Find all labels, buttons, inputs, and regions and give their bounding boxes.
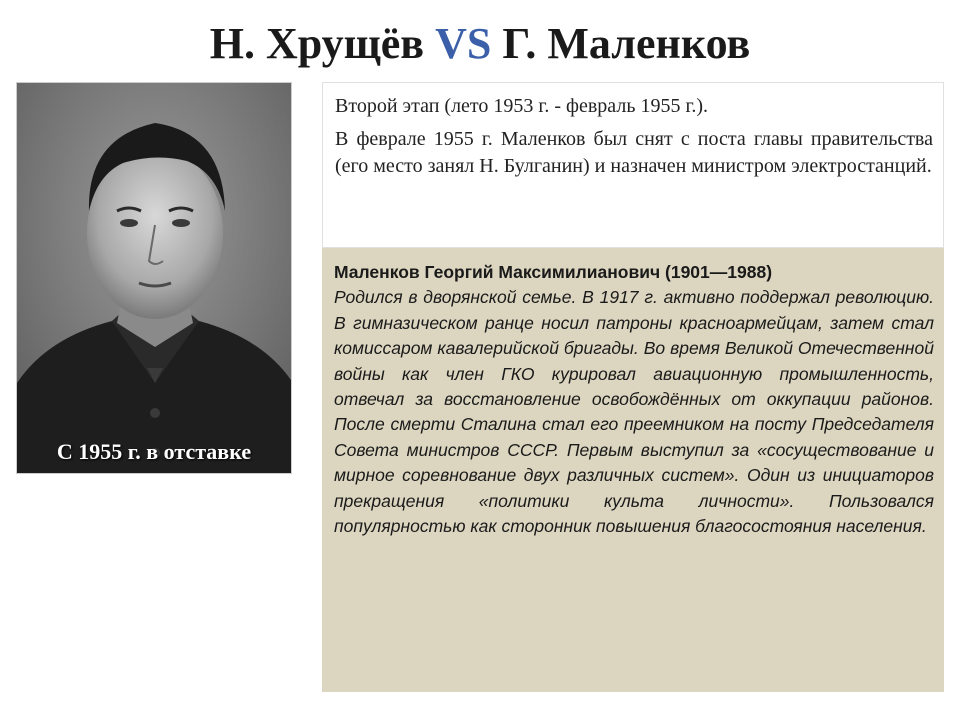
title-part1: Н. Хрущёв xyxy=(209,19,436,68)
info-text: В феврале 1955 г. Маленков был снят с поста главы правительства (его место занял Н. Булганин) и назначен министром электростанций. xyxy=(335,128,933,177)
title-vs: VS xyxy=(435,19,492,68)
bio-box xyxy=(322,248,944,692)
portrait-caption: С 1955 г. в отставке xyxy=(56,439,252,464)
portrait-illustration xyxy=(17,83,292,474)
title-part2: Г. Маленков xyxy=(491,19,751,68)
slide-title xyxy=(0,14,960,74)
info-box xyxy=(322,82,944,248)
portrait-photo xyxy=(16,82,292,474)
bio-heading: Маленков Георгий Максимилианович (1901—1988) xyxy=(334,262,773,282)
info-stage: Второй этап (лето 1953 г. - февраль 1955 г.). xyxy=(335,95,709,117)
bio-text: Родился в дворянской семье. В 1917 г. активно поддержал революцию. В гимназическом ранце носил патроны красноармейцам, затем стал комиссаром кавалерийской бригады. Во время Великой Отечественной войны как член ГКО курировал авиационную промышленность, отвечал за восстановление освобождённых от оккупации районов. После смерти Сталина стал его преемником на посту Председателя Совета министров СССР. Первым выступил за «сосуществование и мирное соревнование двух различных систем». Один из инициаторов прекращения «политики культа личности». Пользовался популярностью как сторонник повышения благосостояния населения. xyxy=(334,287,934,537)
